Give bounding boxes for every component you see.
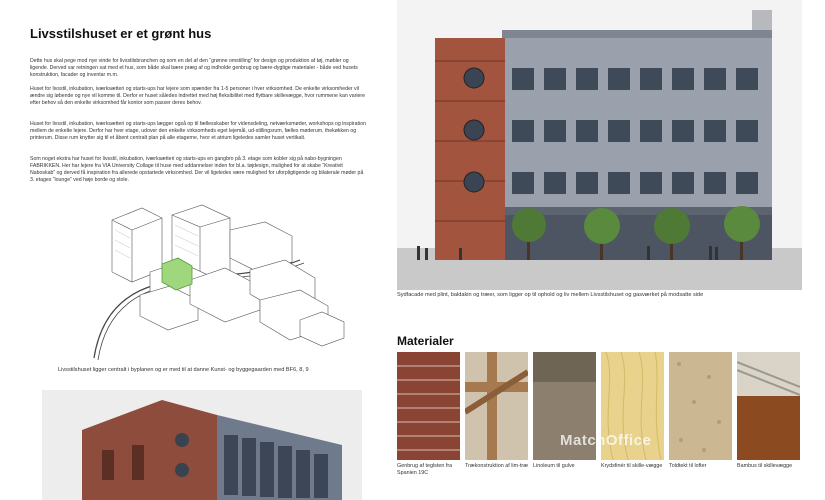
glulam-swatch <box>465 352 528 460</box>
plywood-caption: Krydsfinér til skille-vægge <box>601 463 663 469</box>
flexibility-paragraph: Huset for livsstil, inkubation, iværksætteri og starts-ups har lejere som spænder fra 1-5 personer i hver virksomhed. De enkelte virksomheder vil ændre sig løbende og nye vil komme til. Derfor er huset således indrettet med høj fleksibilitet med flytbare skillevægge, hvor rummene kan variere efter behov så den enkelte virksomhed får kontor som passer deres behov. <box>30 86 366 106</box>
bridge-paragraph: Som noget ekstra har huset for livsstil, inkubation, iværksætteri og starts-ups en gangbro på 3. etage som kobler sig på nabo-bygningen FABRIKKEN. Her har lejere fra VIA University Collage til huse med uddannelser inden for bl.a. tøjdesign, mulighed for at skabe “Kreativit Naboskab” og derved få inspiration fra allerede opstartede virksomhed. Der vil ligeledes være mulighed for uforpligtigende og bilaterale møder på 3. etages “lounge” ved høje borde og stole. <box>30 156 364 183</box>
page-title: Livsstilshuset er et grønt hus <box>30 26 212 41</box>
site-model-drawing <box>60 200 350 365</box>
building-corner-render <box>42 390 362 500</box>
watermark: MatchOffice <box>560 432 652 449</box>
intro-paragraph: Dette hus skal pege mod nye vinde for livsstilsbranchen og som en del af den “grønne omstilling” for design og produktion af tøj, møbler og ligende. Derved var retningen sat med et hus, som både skal bære præg af og indholde genbrug og bære-dygtige materialer - både ved husets konstruktion, facader og inventar m.m. <box>30 58 358 78</box>
brick-swatch <box>397 352 460 460</box>
bamboo-swatch <box>737 352 800 460</box>
bamboo-texture <box>737 352 800 460</box>
glulam-caption: Trækonstruktion af lim-træ <box>465 463 529 469</box>
site-model-caption: Livsstilshuset ligger centralt i byplanen og er med til at danne Kunst- og byggegaarden med BF6, 8, 9 <box>58 367 309 373</box>
bamboo-caption: Bambus til skillevægge <box>737 463 793 469</box>
brick-caption: Genbrug af teglsten fra Spanien 19C <box>397 463 453 476</box>
woodwool-caption: Toldtekt til lofter <box>669 463 707 469</box>
community-paragraph: Huset for livsstil, inkubation, iværksætteri og starts-ups lægger også op til fællesskaber for vidensdeling, netværksmøder, workshops og inspiration mellem de enkelte lejere. Derfor har hver etage, udover den enkelte virksomheds eget lejemål, ud-stillingsrum, fælles møderum, thekøkken og printerum. Disse rum knytter sig til et åbent centralt plan på alle etagerne, hvor et atrium ligeledes samler huset vertikalt. <box>30 121 366 141</box>
glulam-texture <box>465 352 528 460</box>
woodwool-texture <box>669 352 732 460</box>
woodwool-swatch <box>669 352 732 460</box>
brick-texture <box>397 352 460 460</box>
materials-heading: Materialer <box>397 334 454 348</box>
linoleum-caption: Linoleum til gulve <box>533 463 575 469</box>
facade-caption: Sydfacade med plint, baldakin og træer, som ligger op til ophold og liv mellem Livsstilshuset og gasværket på modsatte side <box>397 292 704 298</box>
south-facade-render <box>397 0 802 290</box>
